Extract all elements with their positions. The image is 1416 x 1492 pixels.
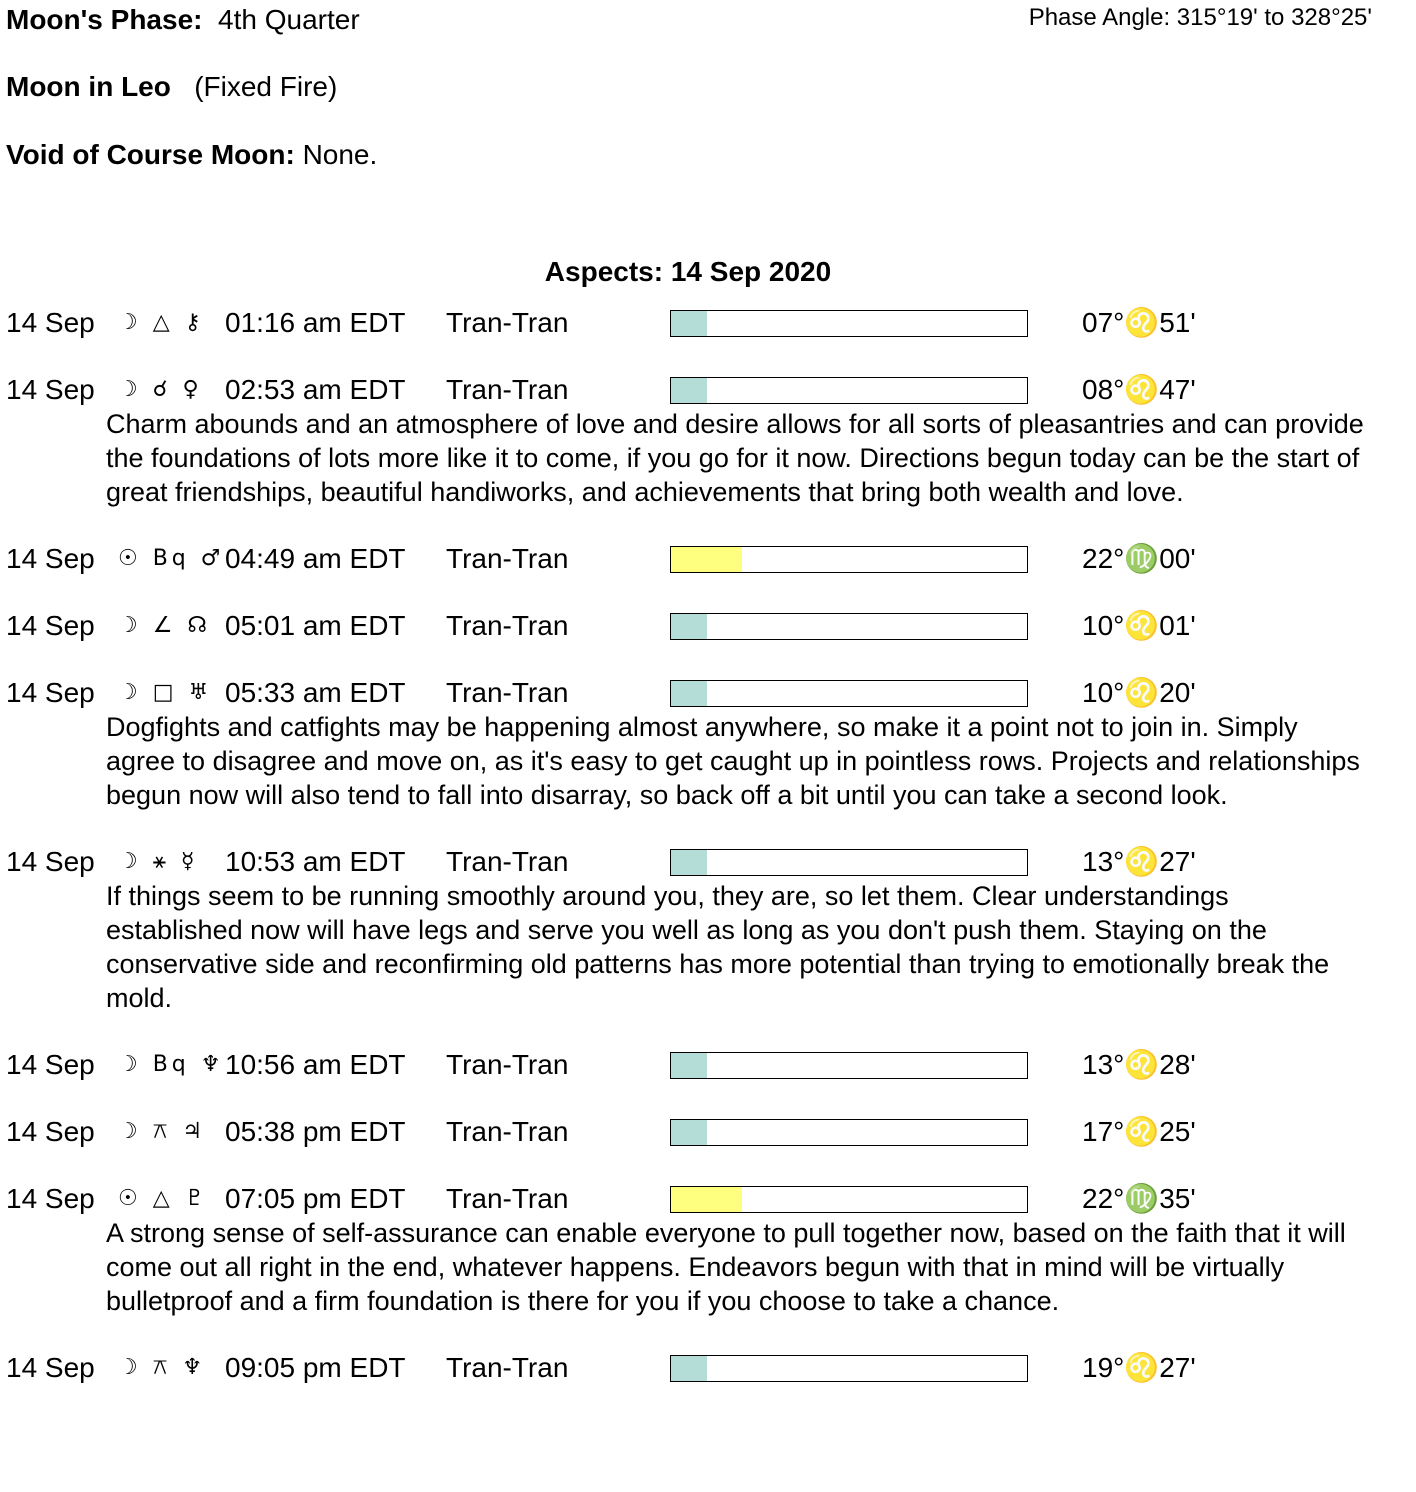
aspect-glyphs: ☽ ☌ ♀ xyxy=(118,377,203,402)
aspect-position: 19°♌27' xyxy=(1082,1352,1196,1383)
aspect-time: 05:33 am EDT xyxy=(225,677,406,708)
strength-bar xyxy=(670,849,1028,876)
aspect-glyphs: ☽ ⚻ ♃ xyxy=(118,1119,207,1144)
aspect-date: 14 Sep xyxy=(6,1352,95,1383)
aspect-type: Tran-Tran xyxy=(446,1116,569,1147)
moon-sign-detail: (Fixed Fire) xyxy=(194,71,338,102)
aspect-row xyxy=(6,542,1406,576)
aspect-position: 10°♌01' xyxy=(1082,610,1196,641)
strength-bar-fill xyxy=(671,1053,707,1078)
aspect-time: 10:56 am EDT xyxy=(225,1049,406,1080)
aspect-date: 14 Sep xyxy=(6,1183,95,1214)
aspect-position: 22°♍35' xyxy=(1082,1183,1196,1214)
moon-phase-line xyxy=(6,3,360,37)
strength-bar xyxy=(670,613,1028,640)
aspect-interpretation: Charm abounds and an atmosphere of love and desire allows for all sorts of pleasantries and can provide the foundations of lots more like it to come, if you go for it now. Directions begun today can be the start of great friendships, beautiful handiworks, and achievements that bring both wealth and love. xyxy=(106,409,1364,507)
aspect-type: Tran-Tran xyxy=(446,543,569,574)
aspect-entry xyxy=(6,609,1406,643)
aspect-entry xyxy=(6,1048,1406,1082)
strength-bar xyxy=(670,1186,1028,1213)
aspect-row xyxy=(6,1048,1406,1082)
aspect-row xyxy=(6,845,1406,879)
strength-bar xyxy=(670,546,1028,573)
strength-bar-fill xyxy=(671,378,707,403)
void-of-course-value: None. xyxy=(302,139,378,170)
aspect-time: 10:53 am EDT xyxy=(225,846,406,877)
aspect-date: 14 Sep xyxy=(6,374,95,405)
strength-bar xyxy=(670,680,1028,707)
aspects-heading: Aspects: 14 Sep 2020 xyxy=(544,256,832,287)
aspect-entry xyxy=(6,542,1406,576)
moon-sign-label: Moon in Leo xyxy=(6,71,171,102)
aspect-type: Tran-Tran xyxy=(446,677,569,708)
strength-bar-fill xyxy=(671,311,707,336)
strength-bar-fill xyxy=(671,681,707,706)
aspect-position: 22°♍00' xyxy=(1082,543,1196,574)
aspect-time: 05:01 am EDT xyxy=(225,610,406,641)
moon-phase-label: Moon's Phase: xyxy=(6,4,203,35)
aspect-entry xyxy=(6,373,1406,509)
phase-angle: Phase Angle: 315°19' to 328°25' xyxy=(1028,4,1372,31)
aspect-date: 14 Sep xyxy=(6,307,95,338)
aspect-entry xyxy=(6,306,1406,340)
aspect-date: 14 Sep xyxy=(6,543,95,574)
aspect-entry xyxy=(6,676,1406,812)
strength-bar xyxy=(670,1119,1028,1146)
strength-bar xyxy=(670,1052,1028,1079)
aspect-time: 01:16 am EDT xyxy=(225,307,406,338)
aspect-interpretation: A strong sense of self-assurance can enable everyone to pull together now, based on the faith that it will come out all right in the end, whatever happens. Endeavors begun with that in mind will be virtually bulletproof and a firm foundation is there for you if you choose to take a chance. xyxy=(106,1218,1346,1316)
strength-bar xyxy=(670,310,1028,337)
aspect-type: Tran-Tran xyxy=(446,1183,569,1214)
strength-bar xyxy=(670,377,1028,404)
aspect-glyphs: ☽ ⚻ ♆ xyxy=(118,1355,207,1380)
aspect-time: 09:05 pm EDT xyxy=(225,1352,406,1383)
aspect-time: 07:05 pm EDT xyxy=(225,1183,406,1214)
aspect-position: 07°♌51' xyxy=(1082,307,1196,338)
aspect-glyphs: ☉ △ ♇ xyxy=(118,1186,209,1211)
aspect-time: 02:53 am EDT xyxy=(225,374,406,405)
aspect-glyphs: ☽ △ ⚷ xyxy=(118,310,205,335)
aspect-glyphs: ☽ Bq ♆ xyxy=(118,1052,225,1077)
void-of-course-line xyxy=(6,138,377,172)
aspect-interpretation: Dogfights and catfights may be happening almost anywhere, so make it a point not to join in. Simply agree to disagree and move on, as it's easy to get caught up in pointless rows. Projects and relationships begun now will also tend to fall into disarray, so back off a bit until you can take a second look. xyxy=(106,712,1360,810)
strength-bar-fill xyxy=(671,850,707,875)
aspect-interpretation: If things seem to be running smoothly around you, they are, so let them. Clear understandings established now will have legs and serve you well as long as you don't push them. Staying on the conservative side and reconfirming old patterns has more potential than trying to emotionally break the mold. xyxy=(106,881,1330,1013)
aspect-time: 04:49 am EDT xyxy=(225,543,406,574)
aspect-position: 13°♌27' xyxy=(1082,846,1196,877)
aspect-entry xyxy=(6,845,1406,1015)
aspect-position: 10°♌20' xyxy=(1082,677,1196,708)
aspect-row xyxy=(6,609,1406,643)
aspect-row xyxy=(6,373,1406,407)
aspect-position: 17°♌25' xyxy=(1082,1116,1196,1147)
aspect-time: 05:38 pm EDT xyxy=(225,1116,406,1147)
aspect-position: 13°♌28' xyxy=(1082,1049,1196,1080)
aspect-type: Tran-Tran xyxy=(446,307,569,338)
aspect-glyphs: ☉ Bq ♂ xyxy=(118,546,225,571)
strength-bar xyxy=(670,1355,1028,1382)
aspect-row xyxy=(6,1351,1406,1385)
aspect-row xyxy=(6,306,1406,340)
aspect-type: Tran-Tran xyxy=(446,610,569,641)
aspect-date: 14 Sep xyxy=(6,610,95,641)
aspect-type: Tran-Tran xyxy=(446,846,569,877)
aspect-entry xyxy=(6,1115,1406,1149)
aspect-date: 14 Sep xyxy=(6,846,95,877)
aspect-row xyxy=(6,1115,1406,1149)
aspect-position: 08°♌47' xyxy=(1082,374,1196,405)
aspects-list xyxy=(6,306,1406,1418)
strength-bar-fill xyxy=(671,1120,707,1145)
aspect-type: Tran-Tran xyxy=(446,1352,569,1383)
aspect-glyphs: ☽ ∠ ☊ xyxy=(118,613,211,638)
aspect-date: 14 Sep xyxy=(6,677,95,708)
aspect-date: 14 Sep xyxy=(6,1116,95,1147)
strength-bar-fill xyxy=(671,1356,707,1381)
strength-bar-fill xyxy=(671,614,707,639)
void-of-course-label: Void of Course Moon: xyxy=(6,139,295,170)
moon-phase-value: 4th Quarter xyxy=(218,4,360,35)
aspect-glyphs: ☽ □ ♅ xyxy=(118,680,213,705)
aspect-glyphs: ☽ ⚹ ☿ xyxy=(118,849,199,874)
aspect-row xyxy=(6,676,1406,710)
strength-bar-fill xyxy=(671,547,742,572)
aspect-date: 14 Sep xyxy=(6,1049,95,1080)
moon-sign-line xyxy=(6,70,337,104)
aspect-type: Tran-Tran xyxy=(446,374,569,405)
aspect-type: Tran-Tran xyxy=(446,1049,569,1080)
aspect-entry xyxy=(6,1351,1406,1385)
aspect-row xyxy=(6,1182,1406,1216)
strength-bar-fill xyxy=(671,1187,742,1212)
aspect-entry xyxy=(6,1182,1406,1318)
